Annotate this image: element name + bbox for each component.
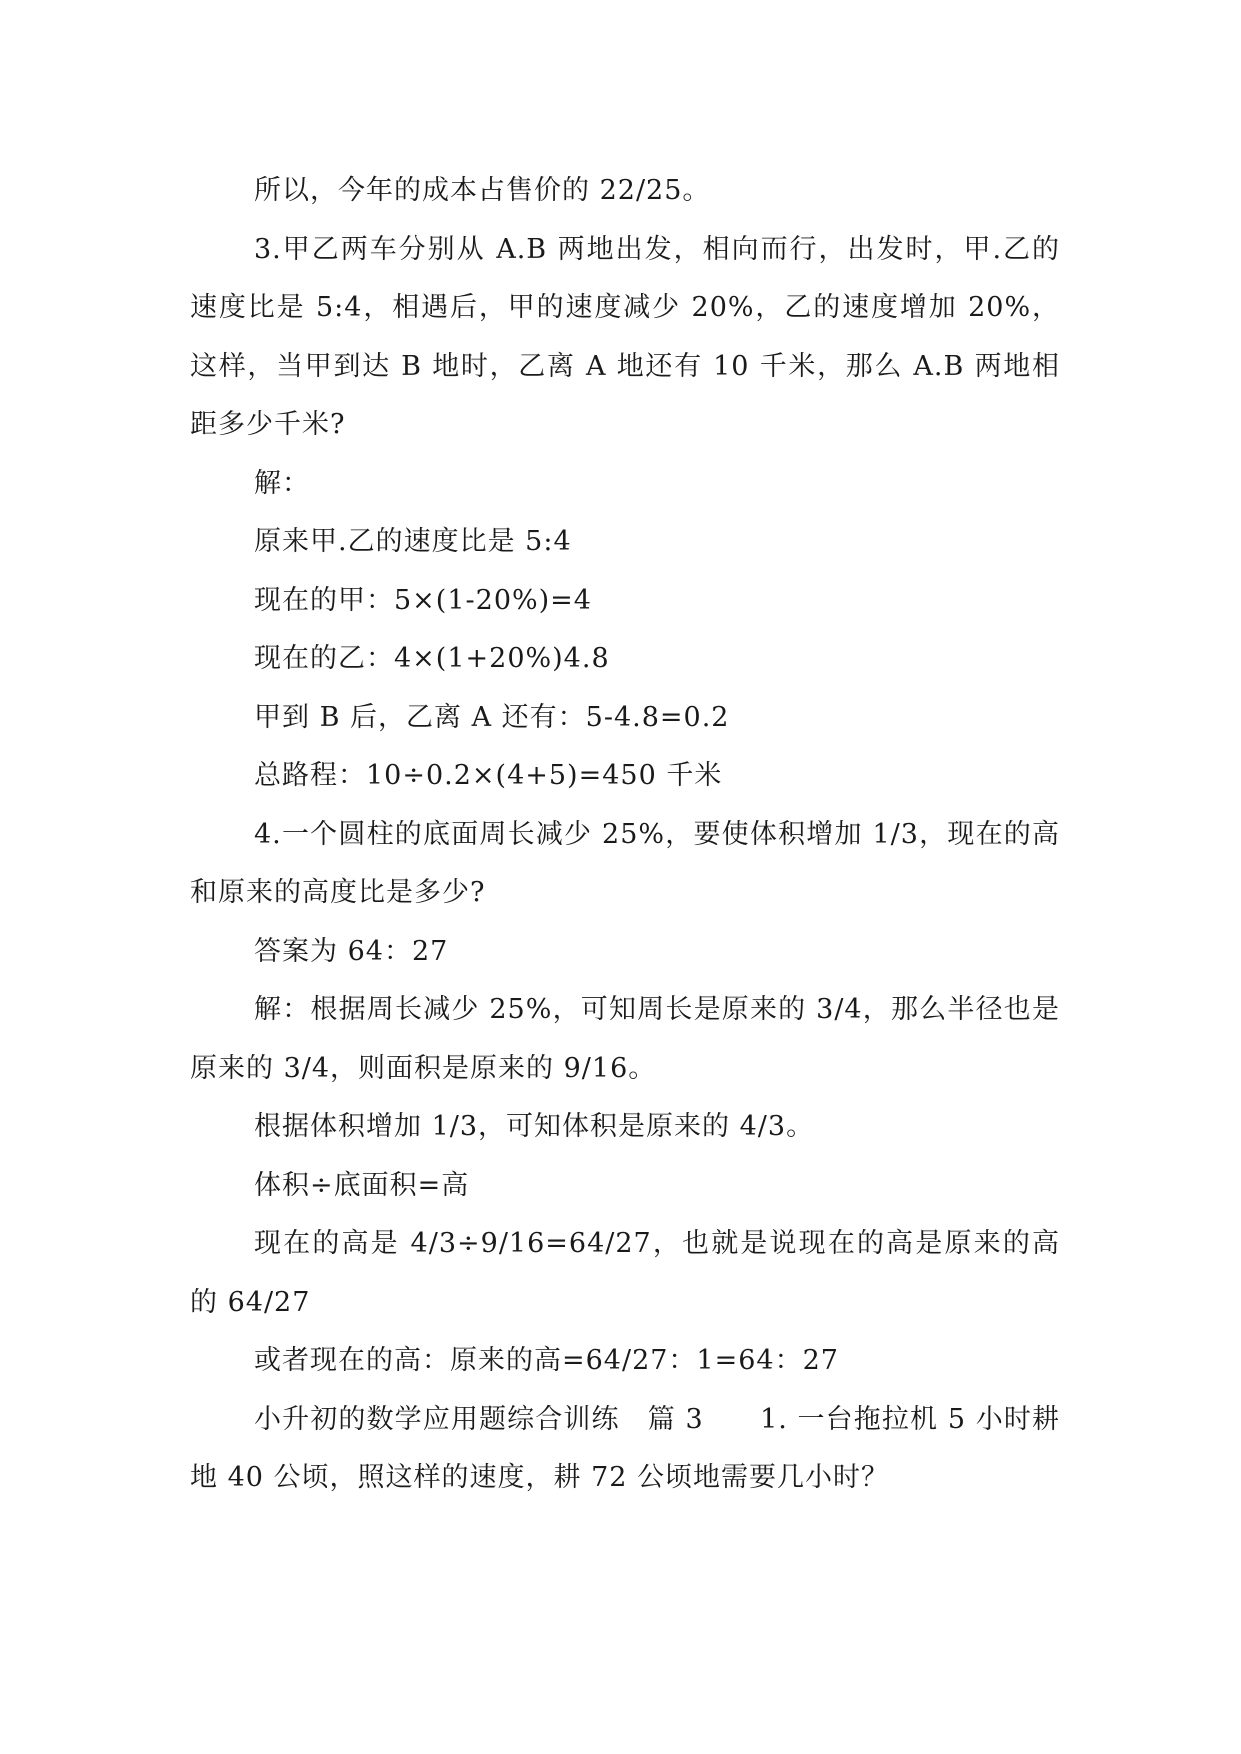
paragraph: 或者现在的高：原来的高=64/27：1=64：27	[254, 1345, 839, 1376]
paragraph: 甲到 B 后，乙离 A 还有：5-4.8=0.2	[254, 701, 730, 733]
paragraph: 小升初的数学应用题综合训练 篇 3 1. 一台拖拉机 5 小时耕地 40 公顷，照这样的速度，耕 72 公顷地需要几小时？	[190, 1403, 1060, 1493]
paragraph: 解：根据周长减少 25%，可知周长是原来的 3/4，那么半径也是原来的 3/4，则面积是原来的 9/16。	[190, 994, 1060, 1084]
paragraph: 根据体积增加 1/3，可知体积是原来的 4/3。	[254, 1111, 815, 1142]
paragraph: 现在的乙：4×(1+20%)4.8	[254, 643, 610, 674]
paragraph: 总路程：10÷0.2×(4+5)=450 千米	[254, 760, 723, 791]
paragraph: 4.一个圆柱的底面周长减少 25%，要使体积增加 1/3，现在的高和原来的高度比是多少?	[190, 818, 1060, 908]
document-body	[190, 162, 1060, 1508]
paragraph: 3.甲乙两车分别从 A.B 两地出发，相向而行，出发时，甲.乙的速度比是 5:4，相遇后，甲的速度减少 20%，乙的速度增加 20%，这样，当甲到达 B 地时，乙离 A 地还有 10 千米，那么 A.B 两地相距多少千米?	[190, 233, 1060, 440]
paragraph: 现在的甲：5×(1-20%)=4	[254, 584, 592, 616]
paragraph: 体积÷底面积=高	[254, 1169, 470, 1201]
paragraph: 所以，今年的成本占售价的 22/25。	[254, 175, 711, 206]
paragraph: 答案为 64：27	[254, 935, 449, 967]
paragraph: 现在的高是 4/3÷9/16=64/27，也就是说现在的高是原来的高的 64/27	[190, 1228, 1060, 1318]
paragraph: 解：	[254, 467, 310, 499]
paragraph: 原来甲.乙的速度比是 5:4	[254, 526, 572, 557]
